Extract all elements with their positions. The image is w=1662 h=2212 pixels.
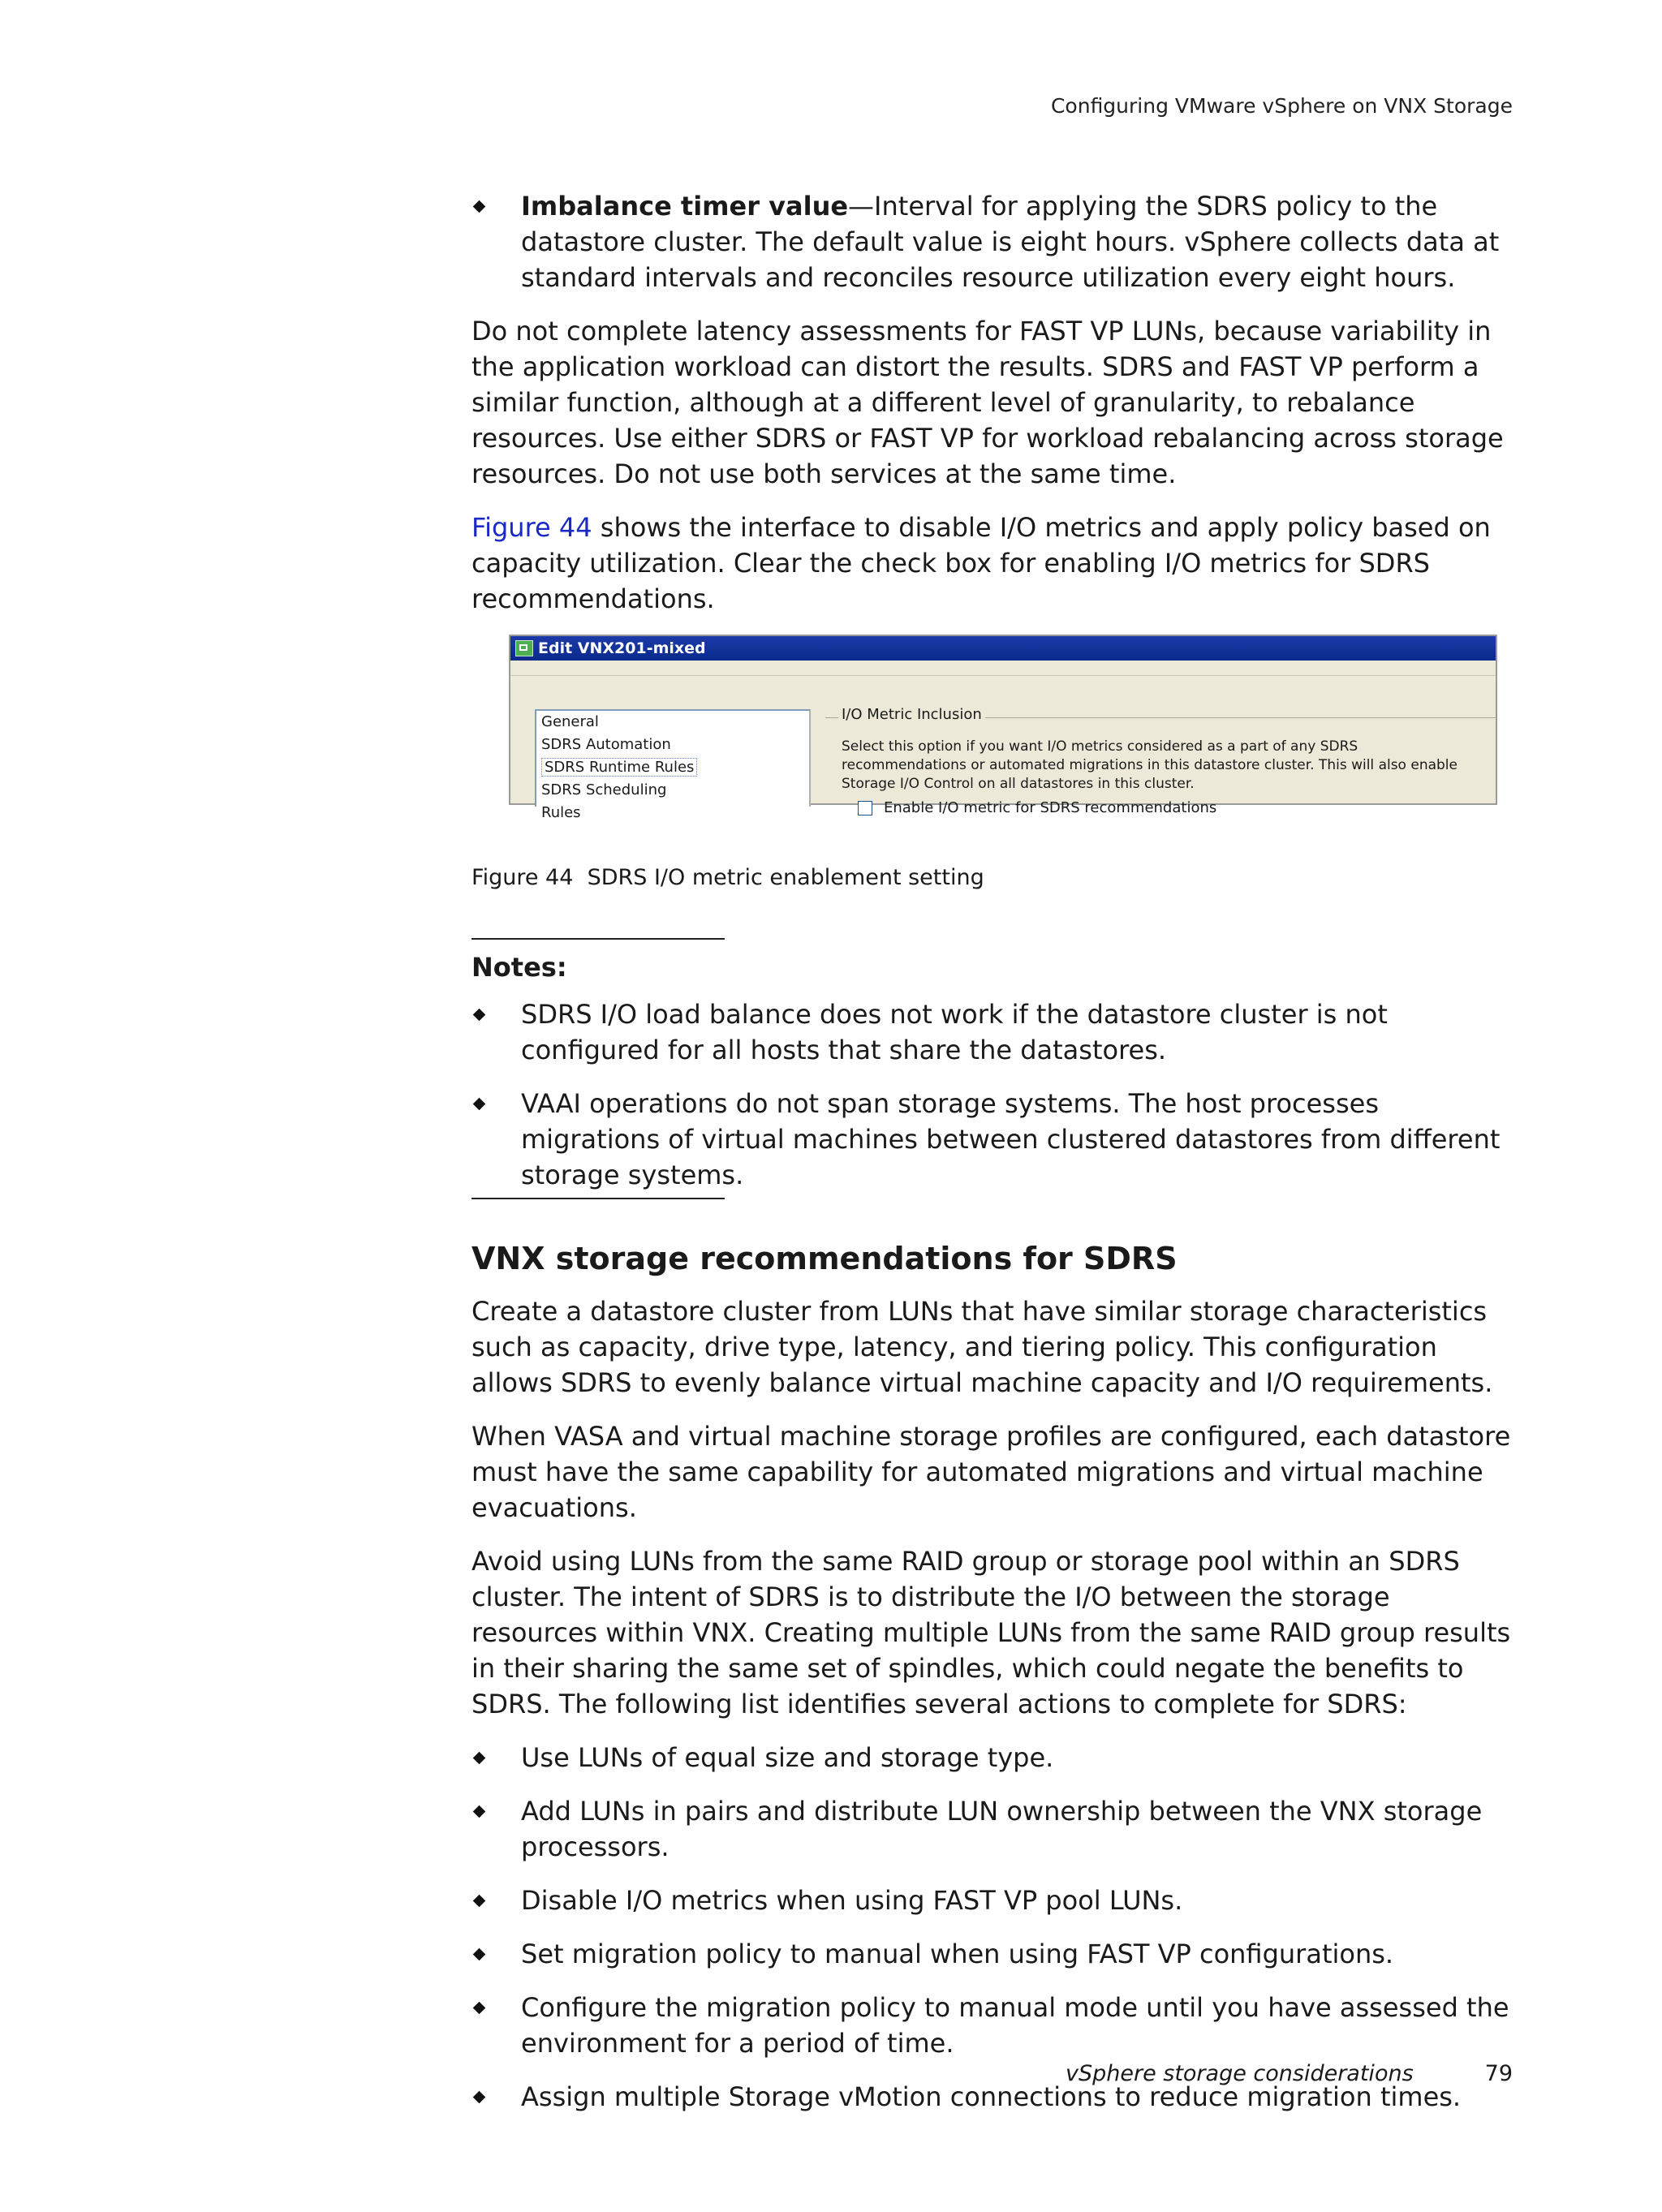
- window-titlebar: [510, 636, 1496, 661]
- notes-title: Notes:: [471, 952, 567, 983]
- figure-44-link[interactable]: Figure 44: [471, 512, 592, 543]
- page-footer: [1066, 2061, 1513, 2086]
- caption-number: Figure 44: [471, 865, 574, 890]
- window-title: Edit VNX201-mixed: [538, 639, 706, 657]
- section-paragraph: Avoid using LUNs from the same RAID group or storage pool within an SDRS cluster. The intent of SDRS is to distribute the I/O between the storage resources within VNX. Creating multiple LUNs from the same RAID group results in their sharing the same set of spindles, which could negate the benefits to SDRS. The following list identifies several actions to complete for SDRS:: [471, 1546, 1511, 1719]
- paragraph-latency: Do not complete latency assessments for FAST VP LUNs, because variability in the application workload can distort the results. SDRS and FAST VP perform a similar function, although at a different level of granularity, to rebalance resources. Use either SDRS or FAST VP for workload rebalancing across storage resources. Do not use both services at the same time.: [471, 316, 1504, 489]
- page-number: 79: [1484, 2061, 1513, 2086]
- window-body: [510, 661, 1496, 821]
- action-bullet: Assign multiple Storage vMotion connections to reduce migration times.: [471, 2079, 1518, 2115]
- nav-item-rules[interactable]: Rules: [541, 804, 581, 821]
- nav-item-sdrs-runtime-rules[interactable]: SDRS Runtime Rules: [541, 756, 804, 779]
- intro-bullet: [471, 188, 1518, 295]
- io-metric-group: [825, 706, 1496, 816]
- action-bullet: Set migration policy to manual when using FAST VP configurations.: [471, 1936, 1518, 1972]
- note-item: SDRS I/O load balance does not work if the datastore cluster is not configured for all hosts that share the datastores.: [471, 996, 1518, 1068]
- figure-caption: [471, 863, 1518, 893]
- action-bullet: Disable I/O metrics when using FAST VP pool LUNs.: [471, 1883, 1518, 1918]
- figure-screenshot: [509, 635, 1497, 821]
- note-item: VAAI operations do not span storage systems. The host processes migrations of virtual machines between clustered datastores from different storage systems.: [471, 1086, 1518, 1193]
- running-header: Configuring VMware vSphere on VNX Storage: [1050, 94, 1513, 118]
- action-bullet: Add LUNs in pairs and distribute LUN ownership between the VNX storage processors.: [471, 1793, 1518, 1865]
- bullet-lead-term: Imbalance timer value: [521, 191, 849, 222]
- window-toolbar-strip: [510, 661, 1496, 676]
- enable-io-metric-checkbox[interactable]: [858, 801, 872, 816]
- group-label: I/O Metric Inclusion: [838, 706, 985, 723]
- main-content: [471, 188, 1518, 2132]
- notes-bottom-rule: [471, 1198, 725, 1199]
- footer-chapter: vSphere storage considerations: [1065, 2061, 1414, 2086]
- nav-item-sdrs-automation[interactable]: SDRS Automation: [541, 736, 671, 753]
- bullet-text: —Interval for applying the SDRS policy to the datastore cluster. The default value is eight hours. vSphere collects data at standard intervals and reconciles resource utilization every eight hours.: [521, 191, 1500, 293]
- caption-text: SDRS I/O metric enablement setting: [587, 865, 984, 890]
- notes-top-rule: [471, 938, 725, 940]
- paragraph-figure-ref: [471, 510, 1518, 617]
- action-bullet: Configure the migration policy to manual mode until you have assessed the environment for a period of time.: [471, 1990, 1518, 2061]
- checkbox-label: Enable I/O metric for SDRS recommendations: [884, 799, 1217, 816]
- settings-nav-list: [535, 709, 811, 821]
- nav-item-general[interactable]: General: [541, 713, 599, 730]
- window-app-icon: [515, 640, 533, 656]
- section-paragraph: Create a datastore cluster from LUNs that have similar storage characteristics such as capacity, drive type, latency, and tiering policy. This configuration allows SDRS to evenly balance virtual machine capacity and I/O requirements.: [471, 1296, 1493, 1398]
- nav-item-sdrs-scheduling[interactable]: SDRS Scheduling: [541, 781, 667, 798]
- section-heading: VNX storage recommendations for SDRS: [471, 1241, 1178, 1276]
- group-description: Select this option if you want I/O metrics considered as a part of any SDRS recommendations or automated migrations in this datastore cluster. This will also enable Storage I/O Control on all datastores in this cluster.: [842, 738, 1457, 792]
- action-bullet: Use LUNs of equal size and storage type.: [471, 1740, 1518, 1775]
- enable-io-metric-checkbox-row[interactable]: [858, 799, 1216, 816]
- section-paragraph: When VASA and virtual machine storage profiles are configured, each datastore must have the same capability for automated migrations and virtual machine evacuations.: [471, 1421, 1511, 1523]
- paragraph-figure-ref-text: shows the interface to disable I/O metrics and apply policy based on capacity utilization. Clear the check box for enabling I/O metrics for SDRS recommendations.: [471, 512, 1491, 614]
